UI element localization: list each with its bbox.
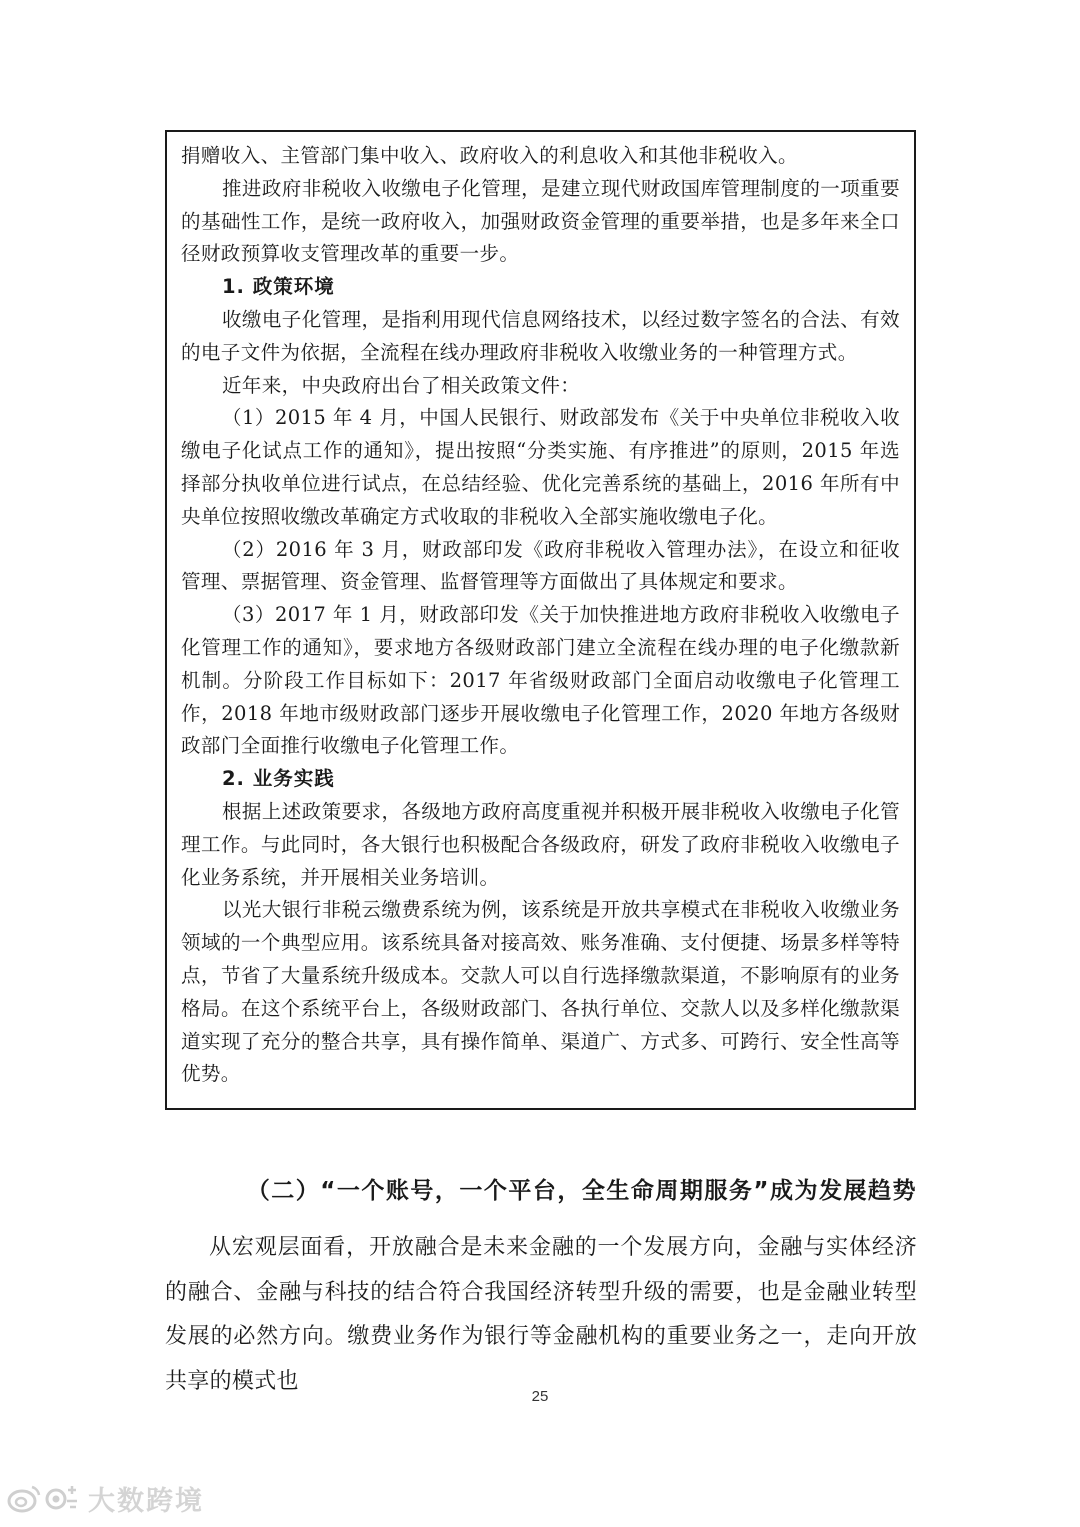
box-heading-policy-environment: 1. 政策环境 — [221, 275, 335, 299]
watermark-text: 大数跨境 — [88, 1485, 204, 1517]
box-paragraph-4: 近年来，中央政府出台了相关政策文件： — [221, 373, 581, 397]
box-paragraph-6: （2）2016 年 3 月，财政部印发《政府非税收入管理办法》，在设立和征收管理、票据管理、资金管理、监督管理等方面做出了具体规定和要求。 — [181, 537, 900, 594]
box-paragraph-8: 根据上述政策要求，各级地方政府高度重视并积极开展非税收入收缴电子化管理工作。与此同时，各大银行也积极配合各级政府，研发了政府非税收入收缴电子化业务系统，并开展相关业务培训。 — [181, 799, 900, 889]
box-paragraph-3: 收缴电子化管理，是指利用现代信息网络技术，以经过数字签名的合法、有效的电子文件为依据，全流程在线办理政府非税收入收缴业务的一种管理方式。 — [181, 307, 900, 364]
box-paragraph-9: 以光大银行非税云缴费系统为例，该系统是开放共享模式在非税收入收缴业务领域的一个典型应用。该系统具备对接高效、账务准确、支付便捷、场景多样等特点，节省了大量系统升级成本。交款人可以自行选择缴款渠道，不影响原有的业务格局。在这个系统平台上，各级财政部门、各执行单位、交款人以及多样化缴款渠道实现了充分的整合共享，具有操作简单、渠道广、方式多、可跨行、安全性高等优势。 — [181, 898, 900, 1086]
policy-info-box — [165, 130, 916, 1110]
box-paragraph-5: （1）2015 年 4 月，中国人民银行、财政部发布《关于中央单位非税收入收缴电子化试点工作的通知》，提出按照“分类实施、有序推进”的原则，2015 年选择部分执收单位进行试点，在总结经验、优化完善系统的基础上，2016 年所有中央单位按照收缴改革确定方式收取的非税收入全部实施收缴电子化。 — [181, 406, 900, 528]
section-body — [165, 1226, 917, 1404]
section-paragraph: 从宏观层面看，开放融合是未来金融的一个发展方向，金融与实体经济的融合、金融与科技的结合符合我国经济转型升级的需要，也是金融业转型发展的必然方向。缴费业务作为银行等金融机构的重要业务之一，走向开放共享的模式也 — [165, 1235, 917, 1394]
box-paragraph-2: 推进政府非税收入收缴电子化管理，是建立现代财政国库管理制度的一项重要的基础性工作，是统一政府收入，加强财政资金管理的重要举措，也是多年来全口径财政预算收支管理改革的重要一步。 — [181, 176, 900, 266]
page-number: 25 — [531, 1388, 549, 1405]
section-title: （二）“一个账号，一个平台，全生命周期服务”成为发展趋势 — [246, 1178, 917, 1204]
box-heading-business-practice: 2. 业务实践 — [221, 767, 335, 791]
watermark — [6, 1478, 204, 1518]
weibo-logo-icon — [6, 1481, 80, 1515]
box-paragraph-7: （3）2017 年 1 月，财政部印发《关于加快推进地方政府非税收入收缴电子化管理工作的通知》，要求地方各级财政部门建立全流程在线办理的电子化缴款新机制。分阶段工作目标如下：2017 年省级财政部门全面启动收缴电子化管理工作，2018 年地市级财政部门逐步开展收缴电子化管理工作，2020 年地方各级财政部门全面推行收缴电子化管理工作。 — [181, 603, 900, 758]
box-paragraph-1: 捐赠收入、主管部门集中收入、政府收入的利息收入和其他非税收入。 — [181, 144, 798, 167]
